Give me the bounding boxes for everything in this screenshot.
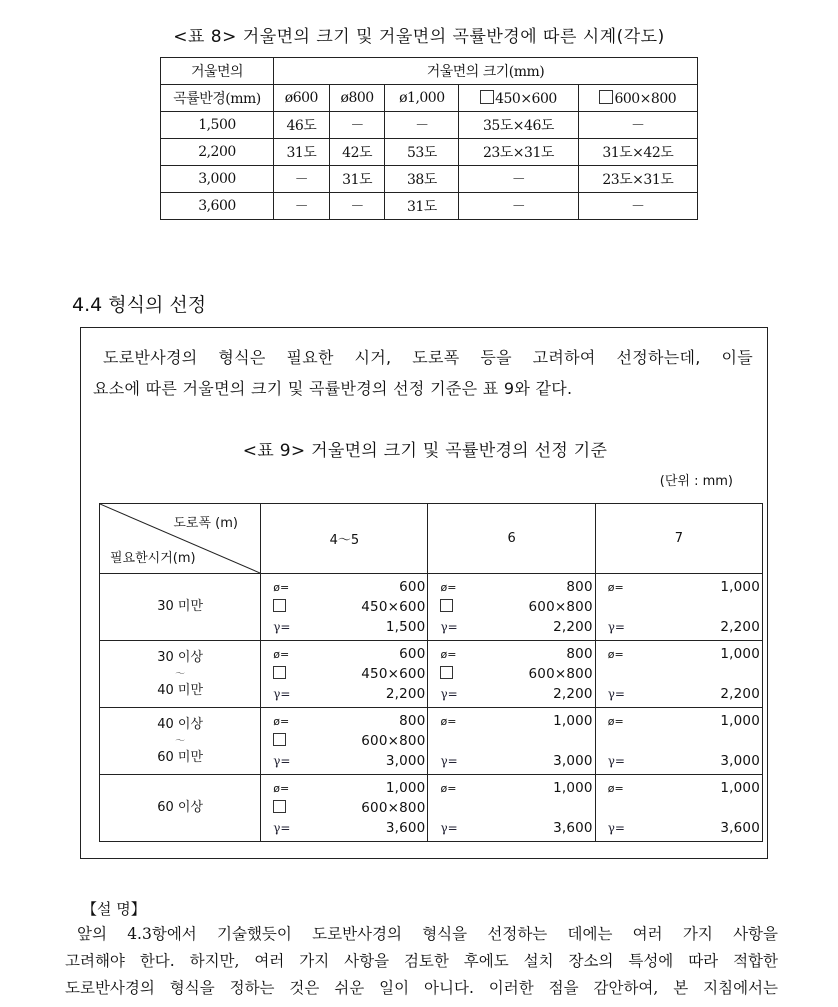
table-row [161,112,698,139]
row-label-line: 40 미만 [157,682,204,698]
square-line [261,664,427,684]
gamma-value: 3,600 [553,820,593,836]
radius-gamma-symbol: γ= [607,687,625,701]
row-label-line: 30 미만 [157,599,204,614]
section-title: 4.4 형식의 선정 [72,294,207,316]
guideline-box [80,327,768,859]
circle-value: 1,000 [720,579,760,595]
row-label [100,708,261,775]
table-cell: 23도×31도 [578,166,697,193]
table-cell: － [274,193,330,220]
radius-gamma-symbol: γ= [440,821,458,835]
gamma-line [428,617,594,637]
gamma-value: 1,500 [385,619,426,635]
square-icon [273,800,286,813]
square-value: 600×800 [361,800,426,816]
table-cell [261,641,428,708]
table-cell [261,775,428,842]
column-label: 450×600 [495,90,557,107]
square-icon [440,599,453,612]
gamma-line [261,684,427,704]
square-line [596,731,762,751]
column-header: 7 [595,504,762,574]
square-value: 600×800 [528,666,593,682]
table-cell [428,708,595,775]
diameter-symbol: ø= [607,714,624,728]
gamma-value: 2,200 [553,686,593,702]
table-cell [261,574,428,641]
table-cell: － [329,112,385,139]
square-symbol [440,599,458,615]
table-row [100,775,763,842]
gamma-value: 3,000 [553,753,593,769]
square-value: 450×600 [361,599,426,615]
table-cell: 46도 [274,112,330,139]
row-label [100,641,261,708]
circle-line [428,711,594,731]
circle-line [261,644,427,664]
table-9 [99,503,763,842]
circle-value: 1,000 [553,713,593,729]
gamma-value: 2,200 [720,686,760,702]
square-line [596,798,762,818]
gamma-value: 3,600 [720,820,760,836]
gamma-value: 2,200 [720,619,760,635]
table-8 [160,57,698,220]
circle-value: 800 [399,713,426,729]
square-line [428,731,594,751]
row-radius: 3,000 [161,166,274,193]
square-icon [599,90,613,104]
row-label-line: 30 이상 [157,649,204,665]
table-8-column-header: ø600 [274,85,330,112]
gamma-value: 3,000 [385,753,426,769]
table-cell [595,775,762,842]
table-cell [595,574,762,641]
diameter-symbol: ø= [607,580,624,594]
table-cell: 31도 [274,139,330,166]
circle-line [596,711,762,731]
radius-gamma-symbol: γ= [273,687,291,701]
gamma-line [428,818,594,838]
square-line [596,597,762,617]
table-8-title: <표 8> 거울면의 크기 및 거울면의 곡률반경에 따른 시계(각도) [173,27,665,47]
diameter-symbol: ø= [607,647,624,661]
square-value: 600×800 [528,599,593,615]
row-label-line: ～ [175,735,186,747]
square-icon [480,90,494,104]
corner-top-label: 도로폭 (m) [173,516,238,531]
row-radius: 3,600 [161,193,274,220]
square-line [428,798,594,818]
table-cell: 31도 [385,193,459,220]
circle-line [261,778,427,798]
circle-line [261,711,427,731]
circle-value: 1,000 [385,780,426,796]
table-8-row-header-line1: 거울면의 [161,58,274,85]
explanation-line: 도로반사경의 형식을 정하는 것은 쉬운 일이 아니다. 이러한 점을 감안하여, 본 지침에서는 [65,979,778,997]
table-8-column-header: ø800 [329,85,385,112]
row-radius: 2,200 [161,139,274,166]
square-line [261,731,427,751]
radius-gamma-symbol: γ= [273,620,291,634]
square-icon [273,666,286,679]
table-cell: － [274,166,330,193]
radius-gamma-symbol: γ= [273,821,291,835]
circle-value: 600 [399,579,426,595]
table-cell: 53도 [385,139,459,166]
radius-gamma-symbol: γ= [273,754,291,768]
square-value: 450×600 [361,666,426,682]
radius-gamma-symbol: γ= [440,754,458,768]
gamma-line [428,684,594,704]
guideline-paragraph [93,342,753,404]
explanation-line: 앞의 4.3항에서 기술했듯이 도로반사경의 형식을 선정하는 데에는 여러 가지 사항을 [77,925,778,943]
row-radius: 1,500 [161,112,274,139]
column-header: 4～5 [261,504,428,574]
gamma-line [596,751,762,771]
table-cell: 31도×42도 [578,139,697,166]
gamma-line [596,617,762,637]
row-label [100,775,261,842]
square-value: 600×800 [361,733,426,749]
table-row [100,641,763,708]
diameter-symbol: ø= [440,647,457,661]
table-cell: － [459,193,578,220]
diameter-symbol: ø= [440,580,457,594]
explanation-line: 고려해야 한다. 하지만, 여러 가지 사항을 검토한 후에도 설치 장소의 특성에 따라 적합한 [65,952,778,970]
gamma-value: 2,200 [553,619,593,635]
circle-line [596,778,762,798]
gamma-line [428,751,594,771]
table-cell: － [385,112,459,139]
radius-gamma-symbol: γ= [607,821,625,835]
table-8-column-header [459,85,578,112]
diameter-symbol: ø= [440,714,457,728]
row-label-line: 40 이상 [157,716,204,732]
circle-value: 800 [566,579,593,595]
square-symbol [273,666,291,682]
gamma-line [261,751,427,771]
square-symbol [273,733,291,749]
circle-value: 1,000 [720,646,760,662]
table-cell: － [578,193,697,220]
diameter-symbol: ø= [440,781,457,795]
table-cell: － [459,166,578,193]
paragraph-line: 도로반사경의 형식은 필요한 시거, 도로폭 등을 고려하여 선정하는데, 이들 [103,348,753,367]
table-cell: － [329,193,385,220]
row-label-line: ～ [175,668,186,680]
table-cell [595,708,762,775]
circle-value: 800 [566,646,593,662]
corner-header [100,504,261,574]
paragraph-line: 요소에 따른 거울면의 크기 및 곡률반경의 선정 기준은 표 9와 같다. [93,379,573,398]
diameter-symbol: ø= [273,714,290,728]
circle-line [261,577,427,597]
table-9-unit: (단위 : mm) [659,474,733,489]
table-cell: 38도 [385,166,459,193]
square-symbol [273,800,291,816]
table-cell: 31도 [329,166,385,193]
radius-gamma-symbol: γ= [607,620,625,634]
circle-value: 1,000 [720,780,760,796]
table-cell [261,708,428,775]
table-cell [428,574,595,641]
square-icon [273,599,286,612]
square-line [261,798,427,818]
square-icon [273,733,286,746]
gamma-line [261,617,427,637]
table-cell [595,641,762,708]
square-line [596,664,762,684]
table-cell [428,641,595,708]
table-row [161,139,698,166]
circle-value: 1,000 [553,780,593,796]
table-8-column-header: ø1,000 [385,85,459,112]
table-8-column-header [578,85,697,112]
row-label-line: 60 미만 [157,749,204,765]
radius-gamma-symbol: γ= [607,754,625,768]
column-label: 600×800 [614,90,677,107]
circle-line [428,778,594,798]
row-label-line: 60 이상 [157,800,204,815]
gamma-value: 2,200 [385,686,426,702]
explanation-text [65,921,778,1002]
table-cell: 42도 [329,139,385,166]
circle-value: 600 [399,646,426,662]
table-cell: － [578,112,697,139]
square-line [428,597,594,617]
circle-line [428,577,594,597]
table-cell [428,775,595,842]
square-symbol [273,599,291,615]
gamma-line [596,818,762,838]
square-icon [440,666,453,679]
table-row [100,574,763,641]
diameter-symbol: ø= [273,647,290,661]
table-row [161,193,698,220]
square-symbol [440,666,458,682]
circle-value: 1,000 [720,713,760,729]
table-9-title: <표 9> 거울면의 크기 및 곡률반경의 선정 기준 [242,441,608,461]
table-8-group-header: 거울면의 크기(mm) [274,58,698,85]
explanation-heading: 【설 명】 [82,900,146,918]
circle-line [428,644,594,664]
table-row [100,708,763,775]
diameter-symbol: ø= [273,781,290,795]
gamma-line [261,818,427,838]
row-label [100,574,261,641]
gamma-line [596,684,762,704]
circle-line [596,644,762,664]
table-row [161,166,698,193]
corner-bottom-label: 필요한시거(m) [110,551,196,566]
table-cell: 35도×46도 [459,112,578,139]
diameter-symbol: ø= [273,580,290,594]
column-header: 6 [428,504,595,574]
square-line [261,597,427,617]
radius-gamma-symbol: γ= [440,687,458,701]
gamma-value: 3,000 [720,753,760,769]
table-cell: 23도×31도 [459,139,578,166]
table-8-row-header-line2: 곡률반경(mm) [161,85,274,112]
circle-line [596,577,762,597]
square-line [428,664,594,684]
diameter-symbol: ø= [607,781,624,795]
radius-gamma-symbol: γ= [440,620,458,634]
gamma-value: 3,600 [385,820,426,836]
